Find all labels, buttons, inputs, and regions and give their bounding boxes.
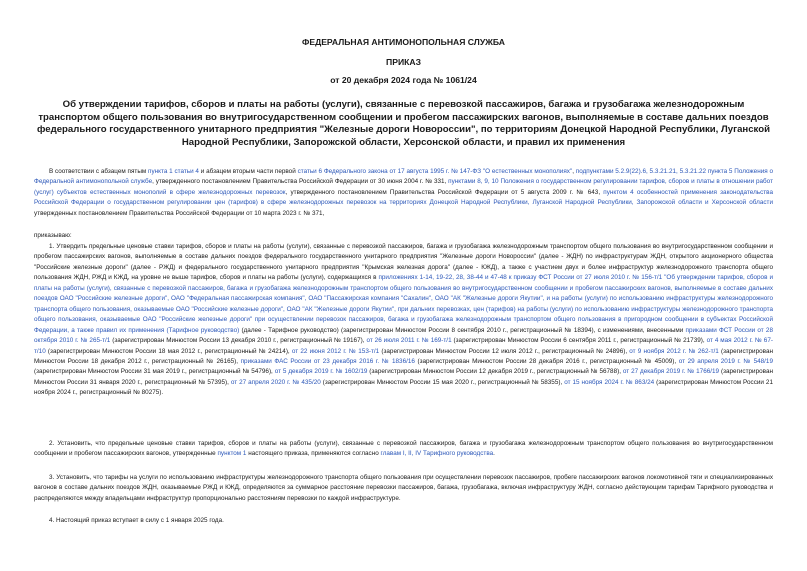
paragraph-text: 3. Установить, что тарифы на услуги по использованию инфраструктуры железнодорожного транспорта общего пользования при осуществлении перевозок пассажиров, пробеге пассажирских вагонов локомотивной тяги и специализированных вагонов в составе дальних поездов ЖДН, оказываемые РЖД и КЖД, определяются за суммарное расстояние перевозки пассажиров, багажа, грузобагажа, включая инфраструктуру ЖДН, согласно действующим тарифам Тарифного руководства и распределяются между владельцами инфраструктур пропорционально расстояниям перевозки по каждой инфраструктуре. bbox=[34, 474, 773, 502]
paragraph-text: (зарегистрирован Минюстом России 18 мая 2012 г., регистрационный № 24214), bbox=[45, 347, 292, 355]
agency-name: ФЕДЕРАЛЬНАЯ АНТИМОНОПОЛЬНАЯ СЛУЖБА bbox=[302, 37, 505, 47]
item-4-paragraph bbox=[34, 516, 773, 526]
document-link[interactable]: от 4 мая 2012 г. № 67-т/10 bbox=[34, 337, 773, 355]
paragraph-text: 2. Установить, что предельные ценовые ставки тарифов, сборов и платы на работы (услуги), связанные с перевозкой пассажиров, багажа и грузобагажа железнодорожным транспортом общего пользования во внутригосударственном сообщении и пробегом пассажирских вагонов, утвержденные bbox=[34, 440, 773, 458]
paragraph-text: В соответствии с абзацем пятым bbox=[49, 168, 149, 175]
document-link[interactable]: от 27 апреля 2020 г. № 435/20 bbox=[230, 378, 321, 386]
paragraph-text: (зарегистрирован Минюстом России 12 июля 2012 г., регистрационный № 24896), bbox=[379, 347, 630, 355]
document-link[interactable]: приказами ФСТ России от 28 октября 2010 г. № 265-т/1 bbox=[34, 326, 773, 345]
paragraph-text: (далее - Тарифное руководство) (зарегистрирован Минюстом России 8 сентября 2010 г., регистрационный № 18394), с изменениями, внесенными bbox=[239, 326, 686, 334]
paragraph-text: (зарегистрирован Минюстом России 21 ноября 2024 г., регистрационный № 80275). bbox=[34, 378, 773, 397]
paragraph-text: 4. Настоящий приказ вступает в силу с 1 января 2025 года. bbox=[49, 517, 224, 524]
document-link[interactable]: пункта 1 статьи 4 bbox=[148, 168, 199, 175]
preamble-paragraph bbox=[34, 167, 773, 219]
document-link[interactable]: пунктом 1 bbox=[217, 450, 247, 458]
document-link[interactable]: главам I, II, IV Тарифного руководства bbox=[380, 450, 494, 458]
paragraph-text: 1. Утвердить предельные ценовые ставки тарифов, сборов и платы на работы (услуги), связанные с перевозкой пассажиров, багажа и грузобагажа железнодорожным транспортом общего пользования во внутригосударственном сообщении и пробегом пассажирских вагонов, выполняемые в составе дальних поездов федерального государственного унитарного предприятия "Железные дороги Новороссии" (далее - ЖДН) по инфраструктурам ЖДН, открытого акционерного общества "Российские железные дороги" (далее - РЖД) и федерального государственного унитарного предприятия "Крымская железная дорога" (далее - КЖД), а также с участием двух и более инфраструктур железнодорожного транспорта общего пользования ЖДН, РЖД и КЖД, на уровне не выше тарифов, сборов и платы на работы (услуги), содержащихся в bbox=[34, 243, 773, 282]
paragraph-text: (зарегистрирован Минюстом России 31 января 2020 г., регистрационный № 57395), bbox=[34, 368, 773, 386]
paragraph-text: , утвержденного постановлением Правительства Российской Федерации от 5 августа 2009 г. № 643, bbox=[285, 188, 604, 196]
document-link[interactable]: подпунктами 5.2.9(22).6, 5.3.21.21, 5.3.21.22 пункта 5 Положения о Федеральной антимонопольной службе bbox=[34, 168, 774, 186]
document-title: Об утверждении тарифов, сборов и платы на работы (услуги), связанные с перевозкой пассажиров, багажа и грузобагажа железнодорожным транспортом общего пользования во внутригосударственном сообщении и пробегом пассажирских вагонов, выполняемые в составе дальних поездов федерального государственного унитарного предприятия "Железные дороги Новороссии", по территориям Донецкой Народной Республики, Луганской Народной Республики, Запорожской области, Херсонской области, и правил их применения bbox=[37, 99, 770, 148]
paragraph-text: (зарегистрирован Минюстом России 13 декабря 2010 г., регистрационный № 19167), bbox=[110, 337, 367, 345]
document-link[interactable]: от 15 ноября 2024 г. № 863/24 bbox=[564, 378, 655, 386]
paragraph-text: , утвержденного постановлением Правительства Российской Федерации от 30 июня 2004 г. № 331, bbox=[152, 178, 449, 186]
document-link[interactable]: от 27 декабря 2019 г. № 1766/19 bbox=[622, 368, 720, 376]
paragraph-text: настоящего приказа, применяются согласно bbox=[246, 450, 381, 458]
document-link[interactable]: от 5 декабря 2019 г. № 1602/19 bbox=[274, 368, 368, 376]
document-link[interactable]: пунктами 8, 9, 10 Положения о государственном регулировании тарифов, сборов и платы в отношении работ (услуг) субъектов естественных монополий в сфере железнодорожных перевозок bbox=[34, 178, 773, 196]
paragraph-text: (зарегистрирован Минюстом России 18 декабря 2012 г., регистрационный № 26165), bbox=[34, 347, 773, 365]
paragraph-text: утвержденных постановлением Правительства Российской Федерации от 10 марта 2023 г. № 371, bbox=[34, 209, 325, 217]
paragraph-text: (зарегистрирован Минюстом России 31 мая 2019 г., регистрационный № 54796), bbox=[34, 368, 275, 376]
document-link[interactable]: от 26 июля 2011 г. № 169-т/1 bbox=[366, 337, 452, 345]
paragraph-text: и абзацем вторым части первой bbox=[198, 168, 298, 175]
orders-label: приказываю: bbox=[34, 232, 72, 239]
item-2-paragraph bbox=[34, 439, 773, 460]
item-3-paragraph bbox=[34, 473, 773, 504]
document-link[interactable]: приказами ФАС России от 23 декабря 2016 г. № 1836/16 bbox=[240, 357, 415, 365]
document-link[interactable]: приложениях 1-14, 19-22, 28, 38-44 и 47-48 к приказу ФСТ России от 27 июля 2010 г. № 156-т/1 "Об утверждении тарифов, сборов и платы на работы (услуги), связанные с перевозкой пассажиров, багажа и грузобагажа железнодорожным транспортом общего пользования во внутригосударственном сообщении и пробегом пассажирских вагонов, выполняемые в составе дальних поездов ОАО "Российские железные дороги", ОАО "Федеральная пассажирская компания", ОАО "Пассажирская компания "Сахалин", ОАО "АК "Железные дороги Якутии", и на работы (услуги) по использованию инфраструктуры железнодорожного транспорта общего пользования, оказываемые ОАО "Российские железные дороги", ОАО "АК "Железные дороги Якутии", при дальних перевозках, цен (тарифов) на работы (услуги) по использованию инфраструктуры железнодорожного транспорта общего пользования, оказываемые ОАО "Российские железные дороги" при осуществлении перевозок пассажиров, багажа и грузобагажа железнодорожным транспортом общего пользования в пригородном сообщении в субъектах Российской Федерации, а также правил их применения (Тарифное руководство) bbox=[34, 274, 773, 334]
document-link[interactable]: от 22 июня 2012 г. № 153-т/1 bbox=[291, 347, 380, 355]
document-link[interactable]: статьи 6 Федерального закона от 17 августа 1995 г. № 147-ФЗ "О естественных монополиях" bbox=[297, 168, 573, 175]
document-type: ПРИКАЗ bbox=[386, 57, 421, 67]
paragraph-text: (зарегистрирован Минюстом России 28 декабря 2016 г., регистрационный № 45009), bbox=[414, 357, 679, 365]
item-1-paragraph bbox=[34, 242, 773, 399]
document-link[interactable]: от 29 апреля 2019 г. № 548/19 bbox=[678, 357, 773, 365]
document-link[interactable]: от 9 ноября 2012 г. № 262-т/1 bbox=[629, 347, 719, 355]
paragraph-text: (зарегистрирован Минюстом России 15 мая 2020 г., регистрационный № 58355), bbox=[320, 378, 565, 386]
document-link[interactable]: пунктом 4 особенностей применения законодательства Российской Федерации о государственном регулировании цен (тарифов) в сфере железнодорожных перевозок на территориях Донецкой Народной Республики, Луганской Народной Республики, Запорожской области и Херсонской области bbox=[34, 188, 773, 207]
paragraph-text: (зарегистрирован Минюстом России 12 декабря 2019 г., регистрационный № 56788), bbox=[367, 368, 623, 376]
paragraph-text: . bbox=[493, 450, 495, 458]
document-date-number: от 20 декабря 2024 года № 1061/24 bbox=[330, 75, 477, 85]
paragraph-text: (зарегистрирован Минюстом России 6 сентября 2011 г., регистрационный № 21739), bbox=[451, 337, 707, 345]
paragraph-text: , bbox=[572, 168, 576, 175]
